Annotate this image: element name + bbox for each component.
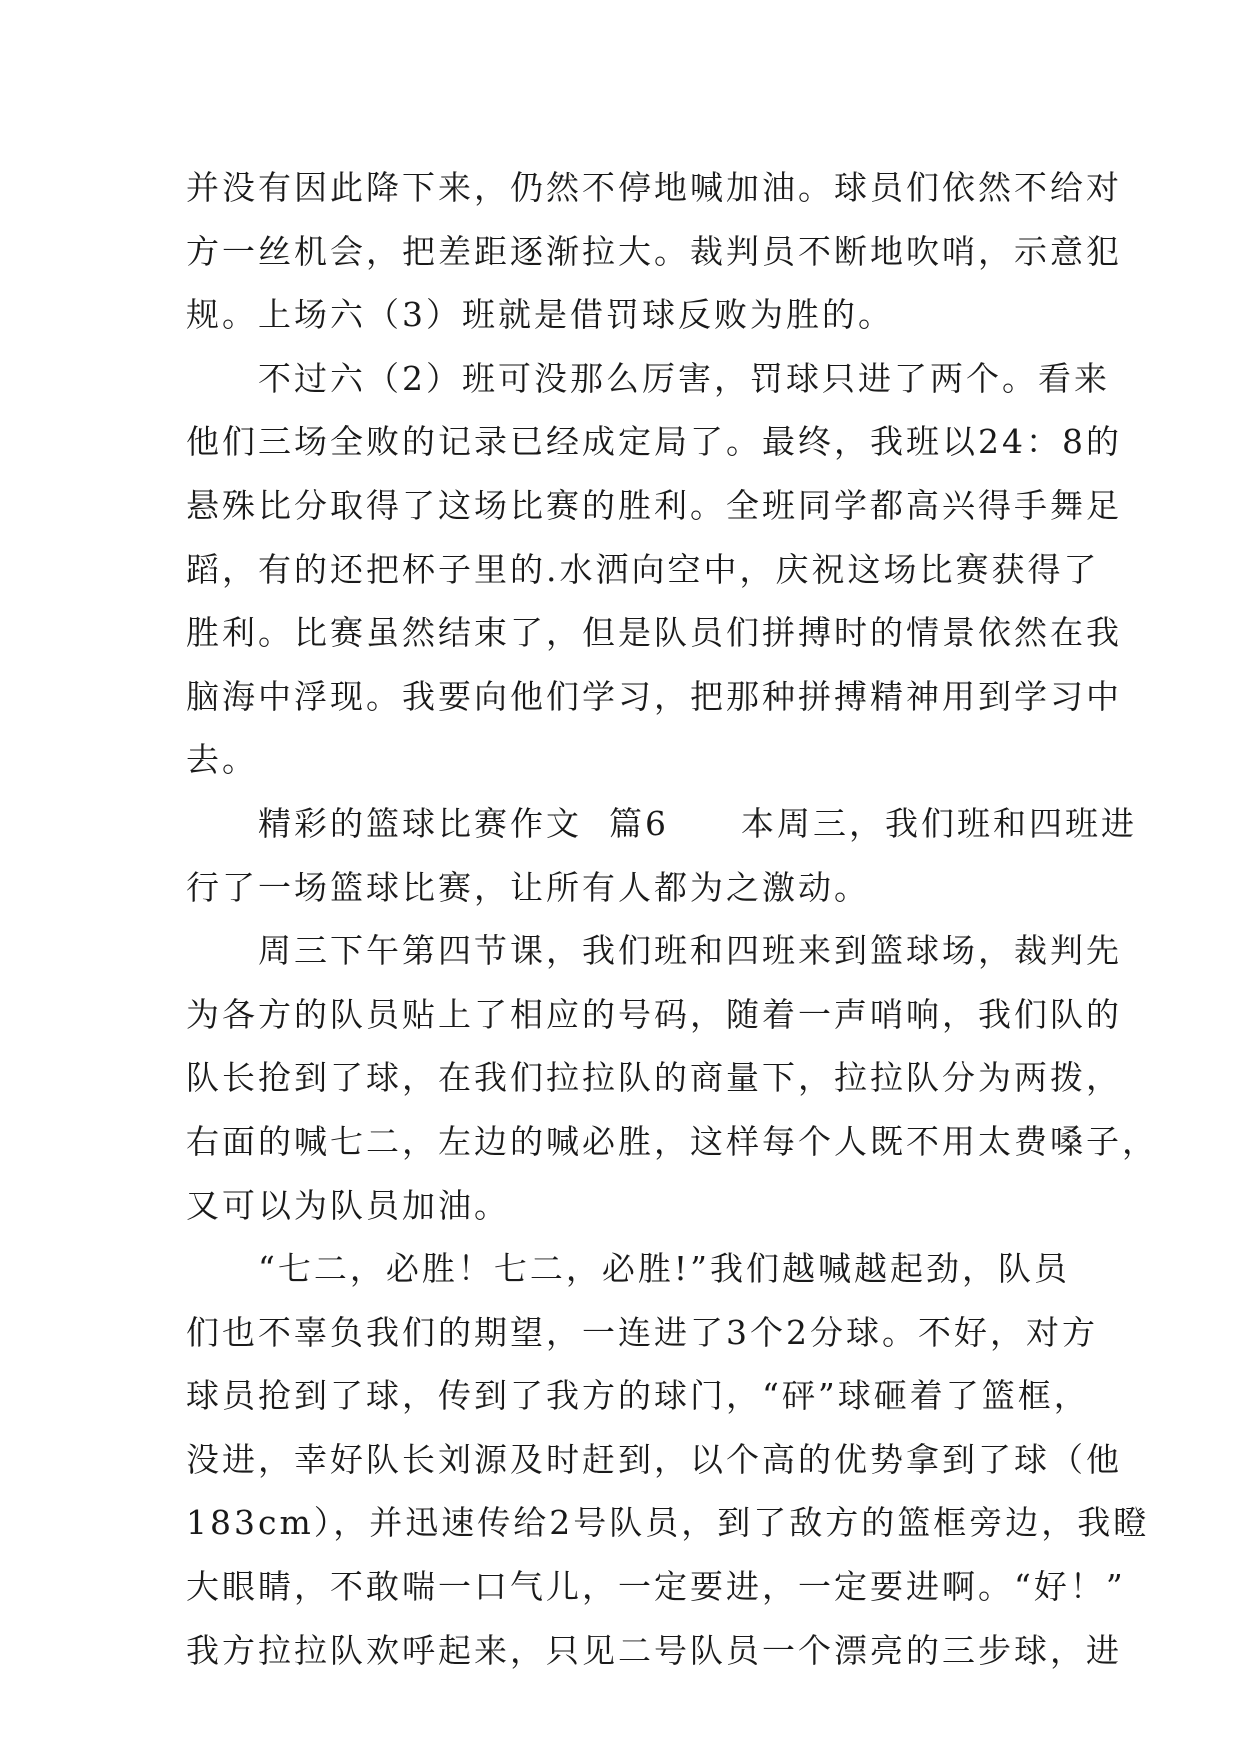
text-line: 右面的喊七二，左边的喊必胜，这样每个人既不用太费嗓子， [186,1121,1158,1161]
text-line: 脑海中浮现。我要向他们学习，把那种拼搏精神用到学习中 [186,676,1122,716]
text-line: 蹈，有的还把杯子里的.水洒向空中，庆祝这场比赛获得了 [186,549,1100,589]
text-line: 他们三场全败的记录已经成定局了。最终，我班以24：8的 [186,422,1122,462]
essay-body [186,156,1158,1682]
text-line: 没进，幸好队长刘源及时赶到，以个高的优势拿到了球（他 [186,1439,1122,1479]
text-line: 悬殊比分取得了这场比赛的胜利。全班同学都高兴得手舞足 [186,485,1122,525]
text-line: 胜利。比赛虽然结束了，但是队员们拼搏时的情景依然在我 [186,613,1122,653]
text-line: 我方拉拉队欢呼起来，只见二号队员一个漂亮的三步球，进 [186,1630,1122,1670]
text-line: 球员抢到了球，传到了我方的球门，“砰”球砸着了篮框， [186,1376,1090,1416]
text-line: 们也不辜负我们的期望，一连进了3个2分球。不好，对方 [186,1312,1098,1352]
text-line: 方一丝机会，把差距逐渐拉大。裁判员不断地吹哨，示意犯 [186,231,1122,271]
text-line: 队长抢到了球，在我们拉拉队的商量下，拉拉队分为两拨， [186,1058,1122,1098]
text-line: 大眼睛，不敢喘一口气儿，一定要进，一定要进啊。“好！” [186,1567,1126,1607]
section-heading-line: 精彩的篮球比赛作文 篇6 本周三，我们班和四班进 [186,803,1137,843]
text-line: 规。上场六（3）班就是借罚球反败为胜的。 [186,295,894,335]
text-line: 又可以为队员加油。 [186,1185,510,1225]
text-line: 不过六（2）班可没那么厉害，罚球只进了两个。看来 [186,358,1110,398]
text-line: 并没有因此降下来，仍然不停地喊加油。球员们依然不给对 [186,168,1122,207]
text-line: 为各方的队员贴上了相应的号码，随着一声哨响，我们队的 [186,994,1122,1034]
text-line: 周三下午第四节课，我们班和四班来到篮球场，裁判先 [186,931,1122,971]
text-line: 去。 [186,740,258,780]
text-line: “七二，必胜！七二，必胜!”我们越喊越起劲，队员 [186,1249,1071,1289]
text-line: 行了一场篮球比赛，让所有人都为之激动。 [186,867,870,907]
text-line: 183cm），并迅速传给2号队员，到了敌方的篮框旁边，我瞪 [186,1503,1150,1543]
